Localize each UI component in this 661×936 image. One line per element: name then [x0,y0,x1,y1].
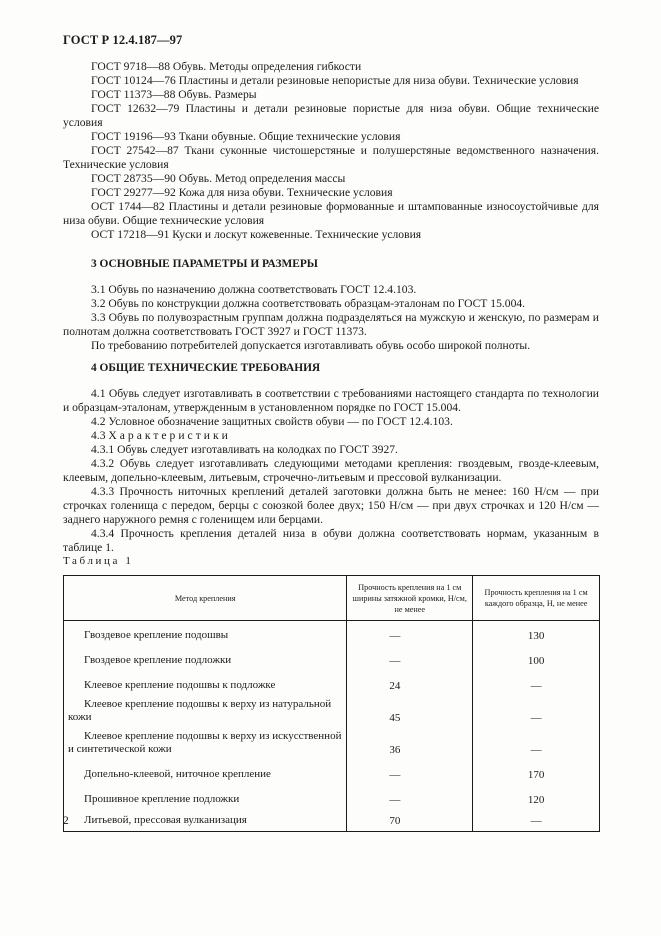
reference-item: ГОСТ 19196—93 Ткани обувные. Общие технические условия [91,130,401,143]
table-cell-value: — [347,760,473,785]
table-cell-value: — [347,621,473,646]
table-caption: Таблица 1 [63,555,134,567]
table-cell-value: 100 [527,654,545,667]
table-cell-value: 24 [347,671,473,696]
paragraph-3-3-note: По требованию потребителей допускается изготавливать обувь особо широкой полноты. [91,339,531,352]
reference-item: ГОСТ 27542—87 Ткани суконные чистошерстяные и полушерстяные ведомственного назначения. Технические условия [63,144,599,171]
paragraph-4-3-3: 4.3.3 Прочность ниточных креплений деталей заготовки должна быть не менее: 160 Н/см — при строчках голенища с передом, берцы с союзкой более двух; 150 Н/см — при двух строчках и 120 Н/см — заднего наружного ремня с голенищем или берцами. [63,485,599,526]
reference-item: ГОСТ 28735—90 Обувь. Метод определения массы [91,172,346,185]
table-row [64,646,600,671]
section-4-heading: 4 ОБЩИЕ ТЕХНИЧЕСКИЕ ТРЕБОВАНИЯ [91,362,321,374]
table-cell-value: — [347,646,473,671]
normative-references-list [63,60,599,242]
paragraph-3-3: 3.3 Обувь по полувозрастным группам должна подразделяться на мужскую и женскую, по размерам и полнотам должна соответствовать ГОСТ 3927 и ГОСТ 11373. [63,311,599,338]
column-header-method: Метод крепления [64,576,347,621]
paragraph-4-3 [63,429,599,443]
fastening-strength-table [63,575,600,832]
table-cell-value: 45 [347,696,473,728]
column-header-strength-per-sample: Прочность крепления на 1 см каждого образца, Н, не менее [473,576,600,621]
reference-item: ГОСТ 9718—88 Обувь. Методы определения гибкости [91,60,362,73]
paragraph-3-2: 3.2 Обувь по конструкции должна соответствовать образцам-эталонам по ГОСТ 15.004. [91,297,526,310]
paragraph-4-3-2: 4.3.2 Обувь следует изготавливать следующими методами крепления: гвоздевым, гвозде-клеевым, клеевым, допельно-клеевым, литьевым, строчечно-литьевым и прессовой вулканизации. [63,457,599,484]
table-cell-method: Клеевое крепление подошвы к верху из искусственной и синтетической кожи [64,728,347,760]
table-header-row [64,576,600,621]
paragraph-4-3-1: 4.3.1 Обувь следует изготавливать на колодках по ГОСТ 3927. [91,443,398,456]
section-4-body [63,387,599,555]
table-cell-value: 70 [347,810,473,832]
section-3-heading: 3 ОСНОВНЫЕ ПАРАМЕТРЫ И РАЗМЕРЫ [91,258,318,270]
reference-item: ГОСТ 29277—92 Кожа для низа обуви. Технические условия [91,186,393,199]
paragraph-4-3-number: 4.3 [91,429,106,442]
table-cell-value: 170 [527,768,545,781]
paragraph-4-3-4: 4.3.4 Прочность крепления деталей низа в обуви должна соответствовать нормам, указанным в таблице 1. [63,527,599,554]
table-row [64,810,600,832]
table-cell-method: Литьевой, прессовая вулканизация [64,810,347,832]
table-row [64,671,600,696]
table-cell-method: Клеевое крепление подошвы к верху из натуральной кожи [64,696,347,728]
table-cell-method: Гвоздевое крепление подложки [64,646,347,671]
table-cell-value: 36 [347,728,473,760]
table-cell-value: 120 [527,793,545,806]
table-cell-value: — [530,711,542,724]
paragraph-4-3-title: Характеристики [108,429,231,442]
table-row [64,621,600,646]
reference-item: ГОСТ 12632—79 Пластины и детали резиновые пористые для низа обуви. Общие технические условия [63,102,599,129]
reference-item: ОСТ 1744—82 Пластины и детали резиновые формованные и штампованные изноcоустойчивые для низа обуви. Общие технические условия [63,200,599,227]
table-row [64,696,600,728]
table-row [64,728,600,760]
table-cell-method: Допельно-клеевой, ниточное крепление [64,760,347,785]
table-cell-method: Клеевое крепление подошвы к подложке [64,671,347,696]
paragraph-3-1: 3.1 Обувь по назначению должна соответствовать ГОСТ 12.4.103. [91,283,417,296]
table-cell-value: — [530,743,542,756]
table-cell-method: Гвоздевое крепление подошвы [64,621,347,646]
paragraph-4-2: 4.2 Условное обозначение защитных свойств обуви — по ГОСТ 12.4.103. [91,415,453,428]
page-number: 2 [63,815,69,827]
table-cell-value: 130 [527,629,545,642]
table-cell-value: — [530,679,542,692]
paragraph-4-1: 4.1 Обувь следует изготавливать в соответствии с требованиями настоящего стандарта по технологии и образцам-эталонам, утвержденным в установленном порядке по ГОСТ 15.004. [63,387,599,414]
reference-item: ОСТ 17218—91 Куски и лоскут кожевенные. Технические условия [91,228,422,241]
table-row [64,785,600,810]
reference-item: ГОСТ 10124—76 Пластины и детали резиновые непористые для низа обуви. Технические условия [91,74,579,87]
table-cell-method: Прошивное крепление подложки [64,785,347,810]
section-3-body [63,283,599,353]
column-header-strength-per-edge: Прочность крепления на 1 см ширины затяжной кромки, Н/см, не менее [347,576,473,621]
document-header: ГОСТ Р 12.4.187—97 [63,33,183,47]
table-row [64,760,600,785]
table-cell-value: — [347,785,473,810]
reference-item: ГОСТ 11373—88 Обувь. Размеры [91,88,257,101]
table-cell-value: — [530,815,542,827]
